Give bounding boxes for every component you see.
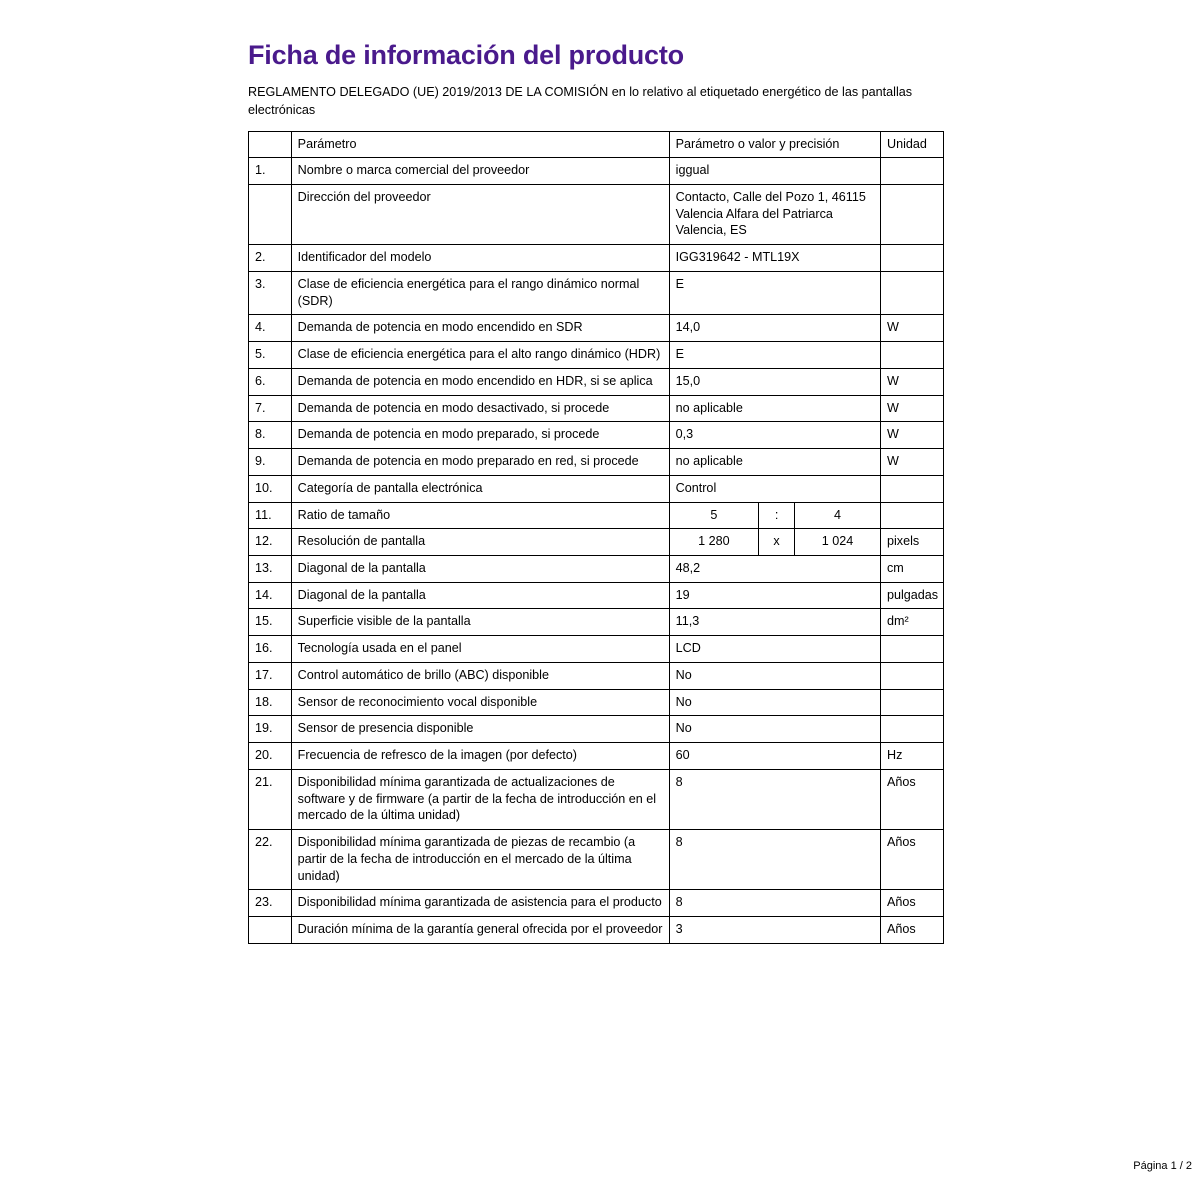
row-parameter: Diagonal de la pantalla (291, 555, 669, 582)
row-number: 16. (249, 636, 292, 663)
table-row (249, 555, 944, 582)
row-value (669, 529, 880, 556)
row-parameter: Clase de eficiencia energética para el rango dinámico normal (SDR) (291, 271, 669, 314)
row-parameter: Clase de eficiencia energética para el alto rango dinámico (HDR) (291, 342, 669, 369)
row-value: E (669, 271, 880, 314)
row-parameter: Nombre o marca comercial del proveedor (291, 158, 669, 185)
page-footer: Página 1 / 2 (1133, 1160, 1192, 1172)
row-unit: Años (880, 830, 943, 890)
row-value-operator: : (759, 503, 795, 529)
table-row (249, 422, 944, 449)
row-value-a: 5 (670, 503, 759, 529)
row-unit: dm² (880, 609, 943, 636)
row-number: 1. (249, 158, 292, 185)
table-row (249, 689, 944, 716)
table-row (249, 475, 944, 502)
header-unit: Unidad (880, 131, 943, 158)
header-value: Parámetro o valor y precisión (669, 131, 880, 158)
row-number: 20. (249, 743, 292, 770)
row-unit: Hz (880, 743, 943, 770)
row-value: No (669, 689, 880, 716)
table-row (249, 716, 944, 743)
row-unit (880, 689, 943, 716)
row-value: Contacto, Calle del Pozo 1, 46115 Valencia Alfara del Patriarca Valencia, ES (669, 184, 880, 244)
row-unit: W (880, 368, 943, 395)
row-value-a: 1 280 (670, 529, 759, 555)
table-row (249, 662, 944, 689)
row-number: 5. (249, 342, 292, 369)
table-row (249, 529, 944, 556)
row-parameter: Demanda de potencia en modo desactivado, si procede (291, 395, 669, 422)
table-row (249, 158, 944, 185)
row-value: no aplicable (669, 449, 880, 476)
header-parameter: Parámetro (291, 131, 669, 158)
row-number (249, 917, 292, 944)
table-row (249, 502, 944, 529)
row-unit (880, 662, 943, 689)
table-row (249, 582, 944, 609)
row-number: 7. (249, 395, 292, 422)
row-value: 0,3 (669, 422, 880, 449)
table-row (249, 743, 944, 770)
row-number: 19. (249, 716, 292, 743)
row-number: 11. (249, 502, 292, 529)
row-number: 4. (249, 315, 292, 342)
table-header-row (249, 131, 944, 158)
row-parameter: Identificador del modelo (291, 245, 669, 272)
row-unit: Años (880, 917, 943, 944)
row-value: LCD (669, 636, 880, 663)
table-row (249, 342, 944, 369)
row-parameter: Sensor de presencia disponible (291, 716, 669, 743)
row-parameter: Dirección del proveedor (291, 184, 669, 244)
row-parameter: Demanda de potencia en modo encendido en SDR (291, 315, 669, 342)
row-parameter: Diagonal de la pantalla (291, 582, 669, 609)
row-value: 15,0 (669, 368, 880, 395)
product-information-sheet (248, 40, 1192, 1172)
page-title: Ficha de información del producto (248, 40, 684, 70)
row-value: no aplicable (669, 395, 880, 422)
table-row (249, 184, 944, 244)
row-parameter: Disponibilidad mínima garantizada de actualizaciones de software y de firmware (a partir de la fecha de introducción en el mercado de la última unidad) (291, 769, 669, 829)
row-value: 14,0 (669, 315, 880, 342)
row-number: 10. (249, 475, 292, 502)
table-row (249, 917, 944, 944)
row-value (669, 502, 880, 529)
row-number (249, 184, 292, 244)
row-value: 8 (669, 769, 880, 829)
row-value: No (669, 662, 880, 689)
table-row (249, 890, 944, 917)
row-parameter: Categoría de pantalla electrónica (291, 475, 669, 502)
row-value: 19 (669, 582, 880, 609)
row-parameter: Duración mínima de la garantía general ofrecida por el proveedor (291, 917, 669, 944)
row-parameter: Control automático de brillo (ABC) disponible (291, 662, 669, 689)
row-parameter: Disponibilidad mínima garantizada de piezas de recambio (a partir de la fecha de introducción en el mercado de la última unidad) (291, 830, 669, 890)
row-parameter: Resolución de pantalla (291, 529, 669, 556)
row-unit: pixels (880, 529, 943, 556)
row-parameter: Demanda de potencia en modo preparado en red, si procede (291, 449, 669, 476)
row-parameter: Tecnología usada en el panel (291, 636, 669, 663)
row-unit: W (880, 422, 943, 449)
row-unit: cm (880, 555, 943, 582)
row-value: 3 (669, 917, 880, 944)
row-number: 9. (249, 449, 292, 476)
row-value: 60 (669, 743, 880, 770)
row-unit: pulgadas (880, 582, 943, 609)
row-value: 11,3 (669, 609, 880, 636)
table-row (249, 769, 944, 829)
row-unit (880, 271, 943, 314)
product-spec-table (248, 131, 944, 944)
table-row (249, 449, 944, 476)
row-number: 21. (249, 769, 292, 829)
row-unit (880, 245, 943, 272)
row-unit: Años (880, 890, 943, 917)
row-parameter: Disponibilidad mínima garantizada de asistencia para el producto (291, 890, 669, 917)
row-number: 15. (249, 609, 292, 636)
row-unit (880, 502, 943, 529)
table-row (249, 636, 944, 663)
row-unit (880, 716, 943, 743)
row-parameter: Ratio de tamaño (291, 502, 669, 529)
header-number (249, 131, 292, 158)
row-value: iggual (669, 158, 880, 185)
regulation-subtitle: REGLAMENTO DELEGADO (UE) 2019/2013 DE LA COMISIÓN en lo relativo al etiquetado energético de las pantallas electrónicas (248, 85, 913, 118)
row-number: 2. (249, 245, 292, 272)
table-row (249, 395, 944, 422)
row-number: 14. (249, 582, 292, 609)
row-unit (880, 475, 943, 502)
table-row (249, 315, 944, 342)
row-value-b: 4 (834, 507, 842, 522)
row-value: 8 (669, 830, 880, 890)
row-number: 18. (249, 689, 292, 716)
row-parameter: Demanda de potencia en modo preparado, si procede (291, 422, 669, 449)
row-number: 17. (249, 662, 292, 689)
row-number: 22. (249, 830, 292, 890)
table-row (249, 245, 944, 272)
row-parameter: Sensor de reconocimiento vocal disponible (291, 689, 669, 716)
row-value: Control (669, 475, 880, 502)
row-value: 48,2 (669, 555, 880, 582)
row-number: 3. (249, 271, 292, 314)
row-value: 8 (669, 890, 880, 917)
row-value: No (669, 716, 880, 743)
row-unit (880, 158, 943, 185)
row-unit (880, 636, 943, 663)
row-value-operator: x (759, 529, 795, 555)
row-unit (880, 342, 943, 369)
row-value: E (669, 342, 880, 369)
row-number: 12. (249, 529, 292, 556)
row-unit: W (880, 395, 943, 422)
row-number: 8. (249, 422, 292, 449)
row-number: 13. (249, 555, 292, 582)
table-row (249, 830, 944, 890)
table-row (249, 368, 944, 395)
row-parameter: Demanda de potencia en modo encendido en HDR, si se aplica (291, 368, 669, 395)
row-unit: W (880, 449, 943, 476)
row-parameter: Superficie visible de la pantalla (291, 609, 669, 636)
row-value-b: 1 024 (821, 534, 854, 549)
row-unit: W (880, 315, 943, 342)
row-number: 23. (249, 890, 292, 917)
row-parameter: Frecuencia de refresco de la imagen (por defecto) (291, 743, 669, 770)
table-row (249, 271, 944, 314)
table-row (249, 609, 944, 636)
row-value: IGG319642 - MTL19X (669, 245, 880, 272)
row-unit: Años (880, 769, 943, 829)
row-unit (880, 184, 943, 244)
row-number: 6. (249, 368, 292, 395)
